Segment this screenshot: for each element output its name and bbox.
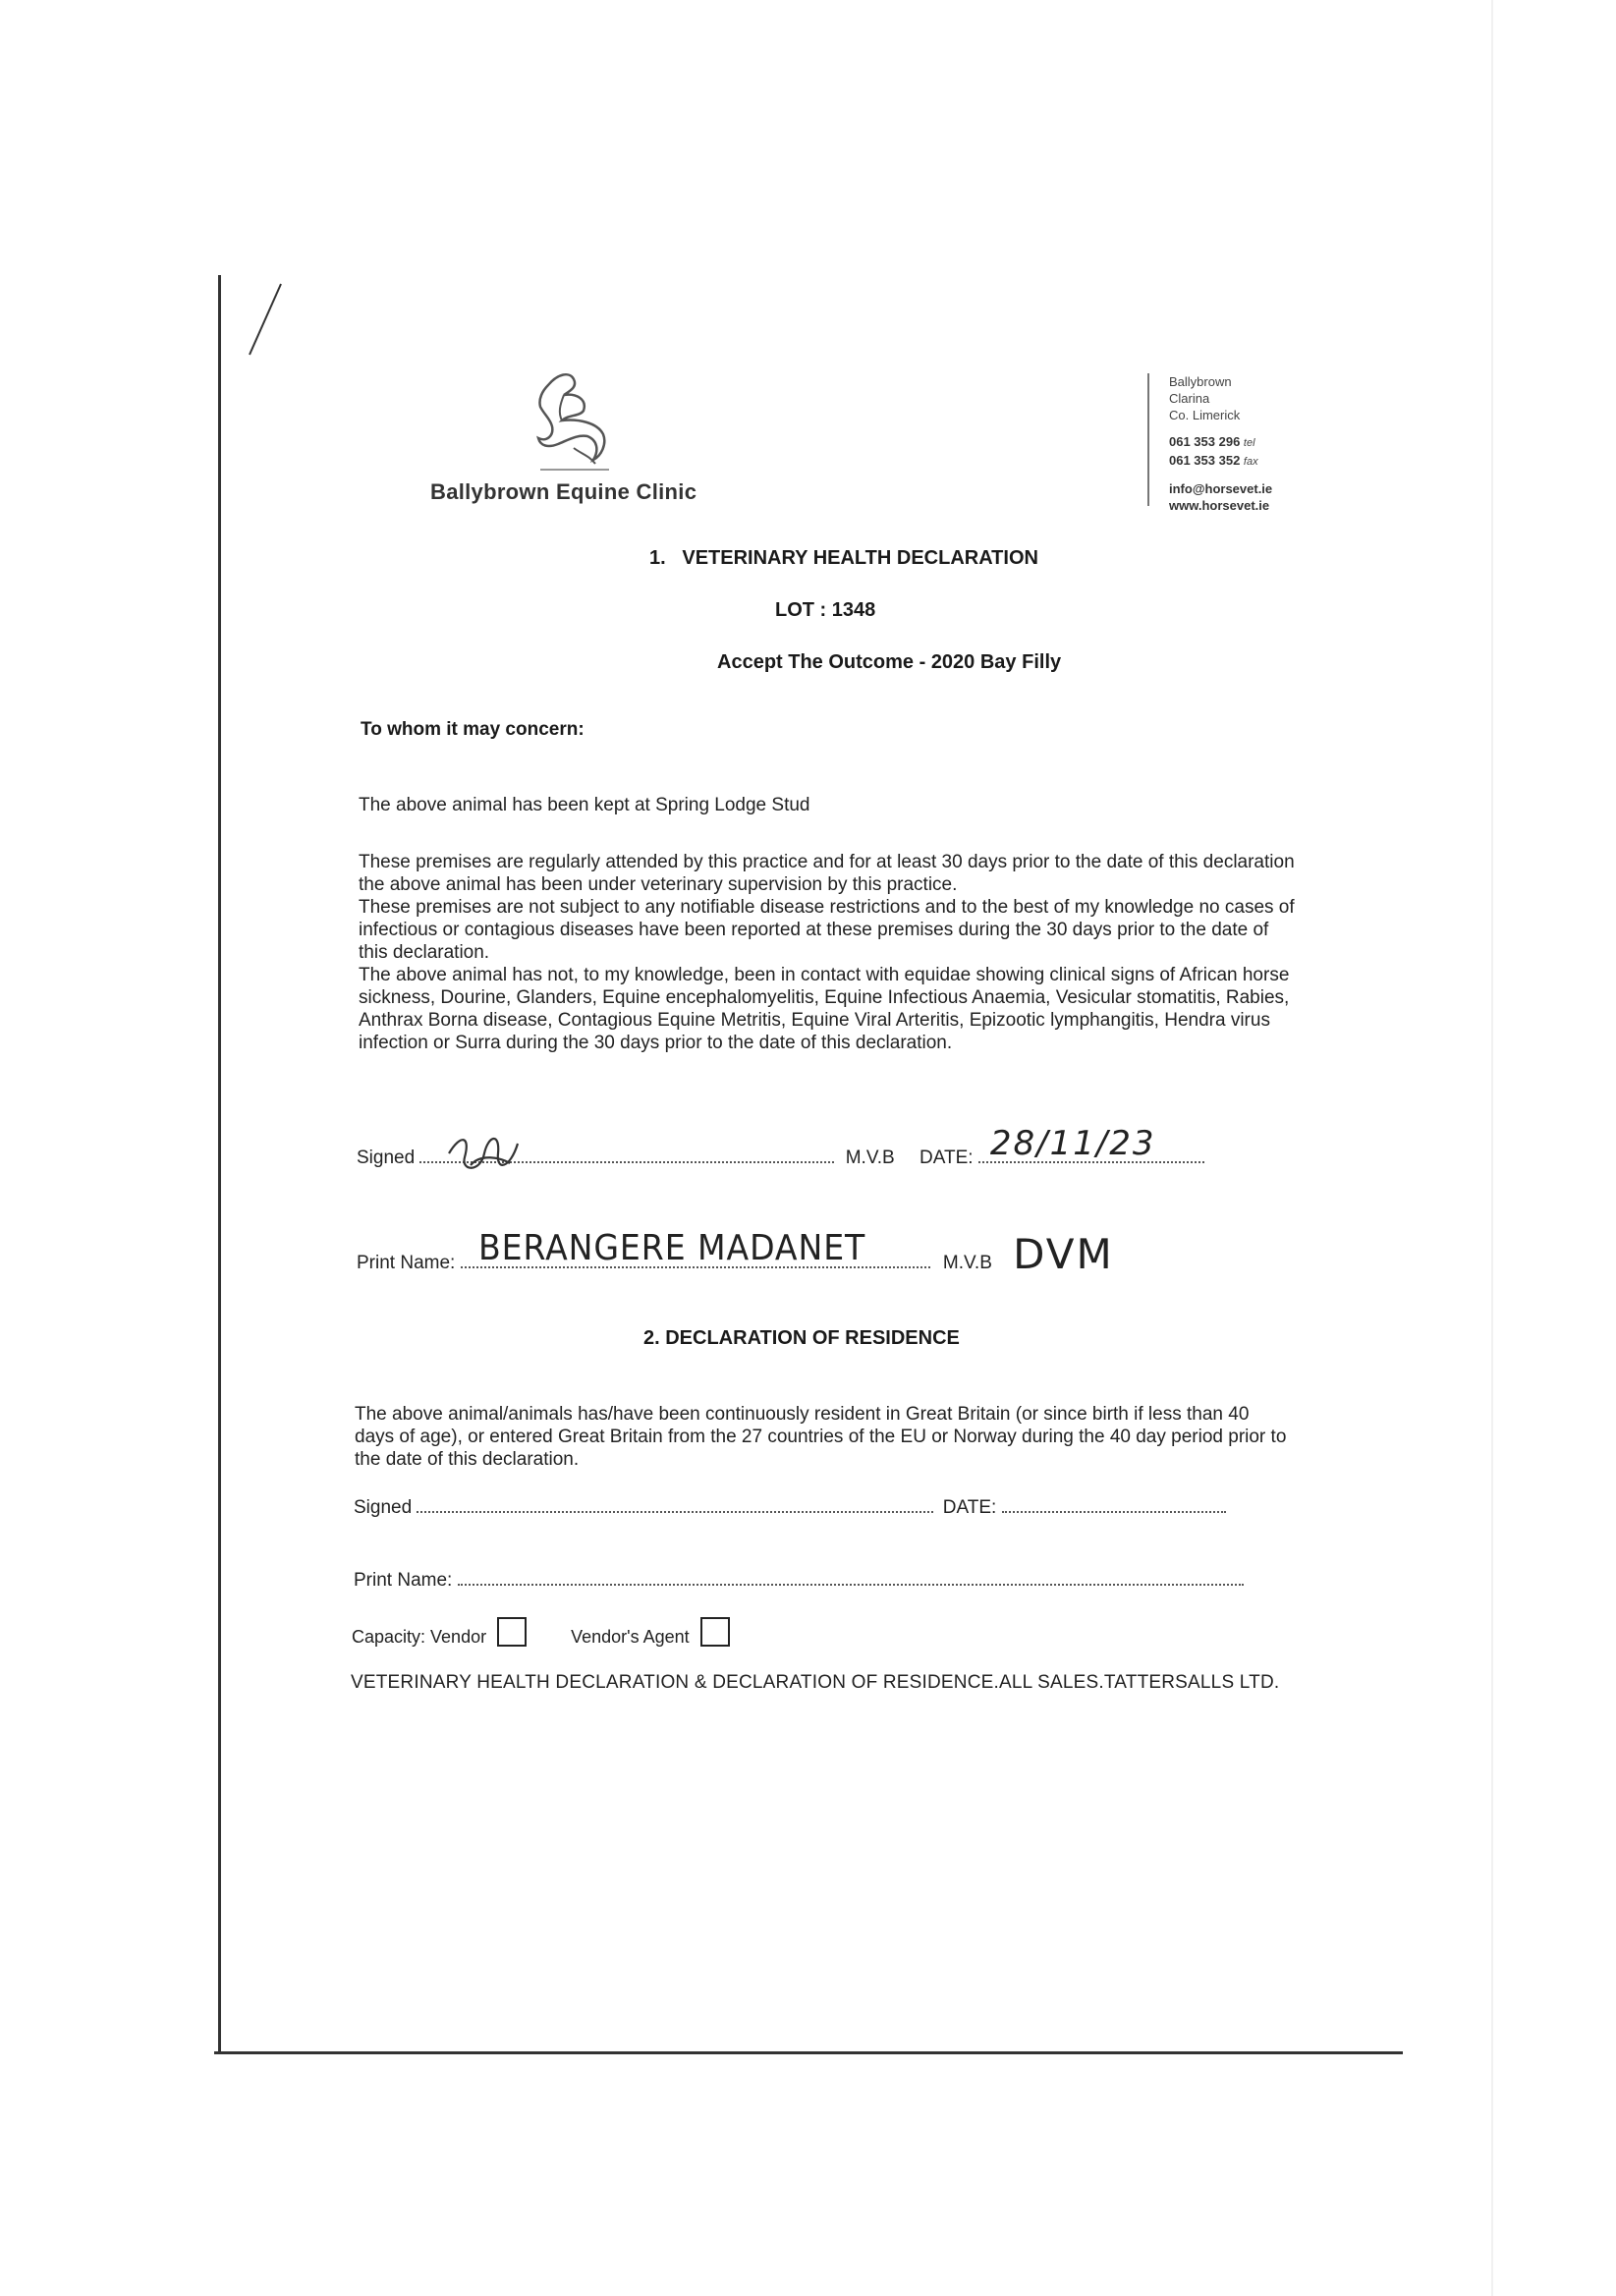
mvb-label: M.V.B [845,1148,895,1168]
address-block [1169,373,1272,514]
clinic-name: Ballybrown Equine Clinic [430,479,697,504]
signature-scribble [441,1124,529,1183]
address-divider [1147,373,1149,506]
signature-field[interactable] [419,1161,834,1163]
residence-statement: The above animal/animals has/have been continuously resident in Great Britain (or since birth if less than 40 days of age), or entered Great Britain from the 27 countries of the EU or Norway during the 40 day period prior to the date of this declaration. [355,1404,1287,1470]
vendors-agent-label: Vendor's Agent [571,1627,690,1647]
signed-label-2: Signed [354,1497,413,1518]
paragraph: These premises are regularly attended by this practice and for at least 30 days prior to the date of this declaration the above animal has been under veterinary supervision by this practice. [359,852,1295,895]
date-handwritten: 28/11/23 [989,1124,1156,1163]
print-name-label-2: Print Name: [354,1570,453,1591]
vendor-checkbox[interactable] [497,1617,527,1647]
fax-line: 061 353 352 fax [1169,453,1258,468]
website-link[interactable]: www.horsevet.ie [1169,498,1270,513]
footer-note: VETERINARY HEALTH DECLARATION & DECLARATION OF RESIDENCE.ALL SALES.TATTERSALLS LTD. [351,1672,1280,1693]
capacity-row [352,1617,730,1648]
print-name-label: Print Name: [357,1253,456,1273]
date-field[interactable] [978,1124,1204,1163]
horse-logo-icon [519,365,627,474]
print-name-handwritten: BERANGERE MADANET [477,1228,865,1268]
scan-edge [1491,0,1493,2296]
mvb-handwritten: DVM [1013,1230,1114,1278]
kept-statement: The above animal has been kept at Spring Lodge Stud [359,795,810,815]
print-name-field[interactable] [461,1228,930,1268]
horse-description: Accept The Outcome - 2020 Bay Filly [717,651,1062,673]
capacity-vendor-label: Capacity: Vendor [352,1627,487,1647]
pen-mark [246,280,285,359]
mvb-label-2: M.V.B [942,1253,992,1273]
page-border-left [218,275,221,2053]
email-link[interactable]: info@horsevet.ie [1169,481,1273,496]
vet-signature-row [357,1124,1204,1169]
page-border-bottom [214,2051,1403,2054]
greeting: To whom it may concern: [361,719,585,740]
residence-print-name-field[interactable] [458,1584,1244,1586]
signed-label: Signed [357,1148,416,1168]
residence-signature-row [354,1497,1226,1519]
address-line: Ballybrown [1169,374,1232,389]
residence-print-name-row [354,1570,1244,1592]
paragraph: These premises are not subject to any notifiable disease restrictions and to the best of my knowledge no cases of infectious or contagious diseases have been reported at these premises during the 30 days prior to the date of this declaration. [359,897,1295,963]
residence-date-field[interactable] [1002,1511,1226,1513]
residence-signature-field[interactable] [417,1511,933,1513]
tel-line: 061 353 296 tel [1169,434,1255,449]
declaration-paragraphs [359,851,1302,1054]
date-label: DATE: [919,1148,974,1168]
address-line: Clarina [1169,391,1210,406]
section1-title: 1. VETERINARY HEALTH DECLARATION [649,547,1038,569]
date-label-2: DATE: [942,1497,997,1518]
lot-number: LOT : 1348 [775,599,876,621]
vendors-agent-checkbox[interactable] [700,1617,730,1647]
address-line: Co. Limerick [1169,408,1241,422]
section2-title: 2. DECLARATION OF RESIDENCE [643,1327,960,1349]
vet-print-name-row [357,1230,1114,1278]
paragraph: The above animal has not, to my knowledge, been in contact with equidae showing clinical signs of African horse sickness, Dourine, Glanders, Equine encephalomyelitis, Equine Infectious Anaemia, Vesicular stomatitis, Rabies, Anthrax Borna disease, Contagious Equine Metritis, Equine Viral Arteritis, Epizootic lymphangitis, Hendra virus infection or Surra during the 30 days prior to the date of this declaration. [359,965,1290,1053]
